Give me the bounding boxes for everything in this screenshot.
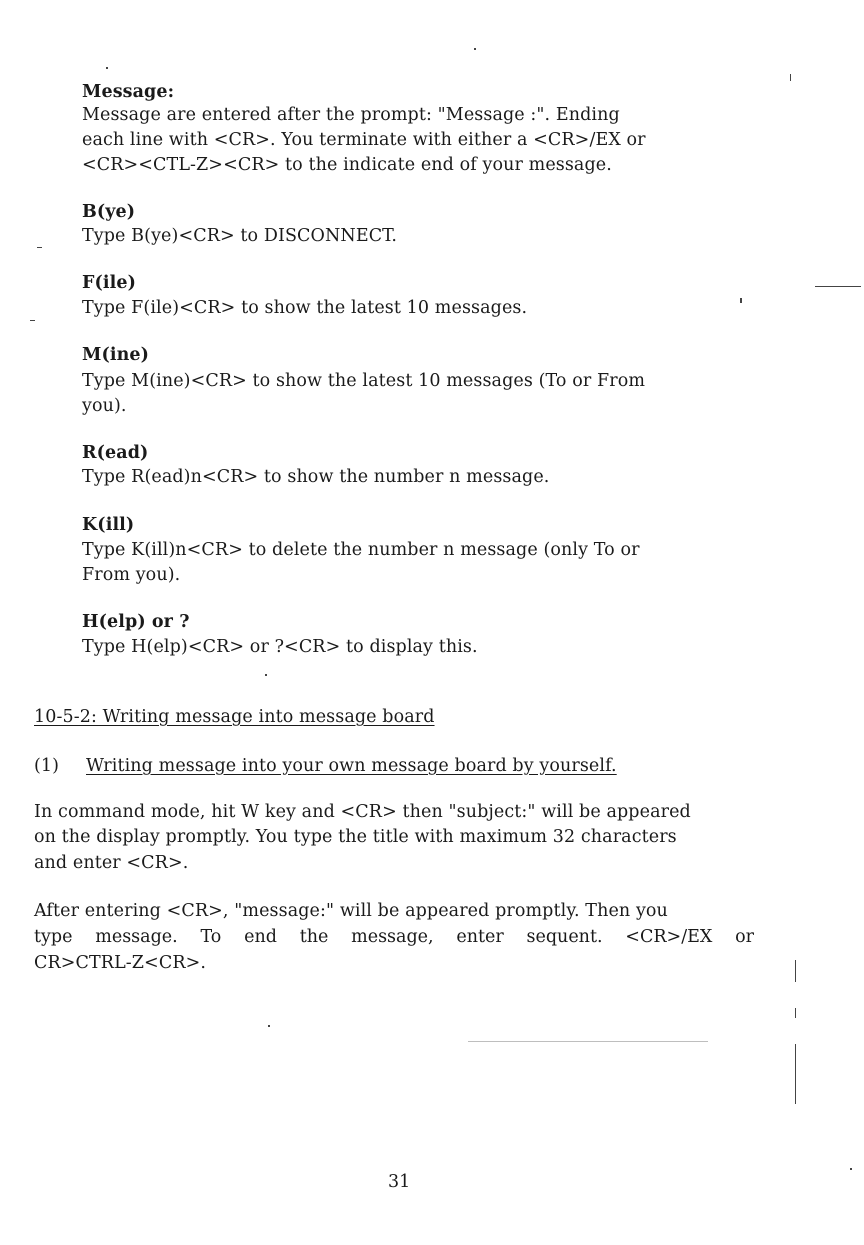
bye-body-line-1: Type B(ye)<CR> to DISCONNECT. [82,226,398,246]
help-body-line-1: Type H(elp)<CR> or ?<CR> to display this. [82,637,478,657]
message-body-line-3: <CR><CTL-Z><CR> to the indicate end of your message. [82,155,612,175]
message-heading: Message: [82,82,175,102]
para2-line-2: type message. To end the message, enter sequent. <CR>/EX or [34,927,754,947]
scan-speck [795,960,796,982]
scan-speck [30,320,35,321]
mine-body-line-2: you). [82,396,127,416]
scan-speck [106,67,108,69]
scan-speck [790,74,791,81]
kill-heading: K(ill) [82,515,135,535]
kill-body-line-2: From you). [82,565,181,585]
kill-body-line-1: Type K(ill)n<CR> to delete the number n message (only To or [82,540,640,560]
read-heading: R(ead) [82,443,149,463]
para1-line-1: In command mode, hit W key and <CR> then "subject:" will be appeared [34,802,691,822]
para2-line-3: CR>CTRL-Z<CR>. [34,953,207,973]
item-title: Writing message into your own message board by yourself. [86,756,617,776]
bye-heading: B(ye) [82,202,136,222]
mine-body-line-1: Type M(ine)<CR> to show the latest 10 messages (To or From [82,371,646,391]
scan-speck [740,298,742,303]
para2-line-1: After entering <CR>, "message:" will be appeared promptly. Then you [34,901,668,921]
para1-line-2: on the display promptly. You type the title with maximum 32 characters [34,827,677,847]
file-body-line-1: Type F(ile)<CR> to show the latest 10 messages. [82,298,528,318]
scan-speck [815,286,861,287]
item-number: (1) [34,756,60,776]
scan-speck [268,1025,270,1027]
scan-speck [265,674,267,676]
mine-heading: M(ine) [82,345,150,365]
scan-speck [468,1041,708,1042]
read-body-line-1: Type R(ead)n<CR> to show the number n message. [82,467,550,487]
subsection-title: 10-5-2: Writing message into message board [34,707,435,727]
file-heading: F(ile) [82,273,137,293]
scan-speck [850,1168,852,1170]
scan-speck [795,1044,796,1104]
scan-speck [795,1008,796,1018]
message-body-line-2: each line with <CR>. You terminate with either a <CR>/EX or [82,130,646,150]
page-number: 31 [388,1172,411,1192]
message-body-line-1: Message are entered after the prompt: "Message :". Ending [82,105,620,125]
scan-speck [474,48,476,50]
para1-line-3: and enter <CR>. [34,853,189,873]
scan-speck [37,247,42,248]
help-heading: H(elp) or ? [82,612,190,632]
